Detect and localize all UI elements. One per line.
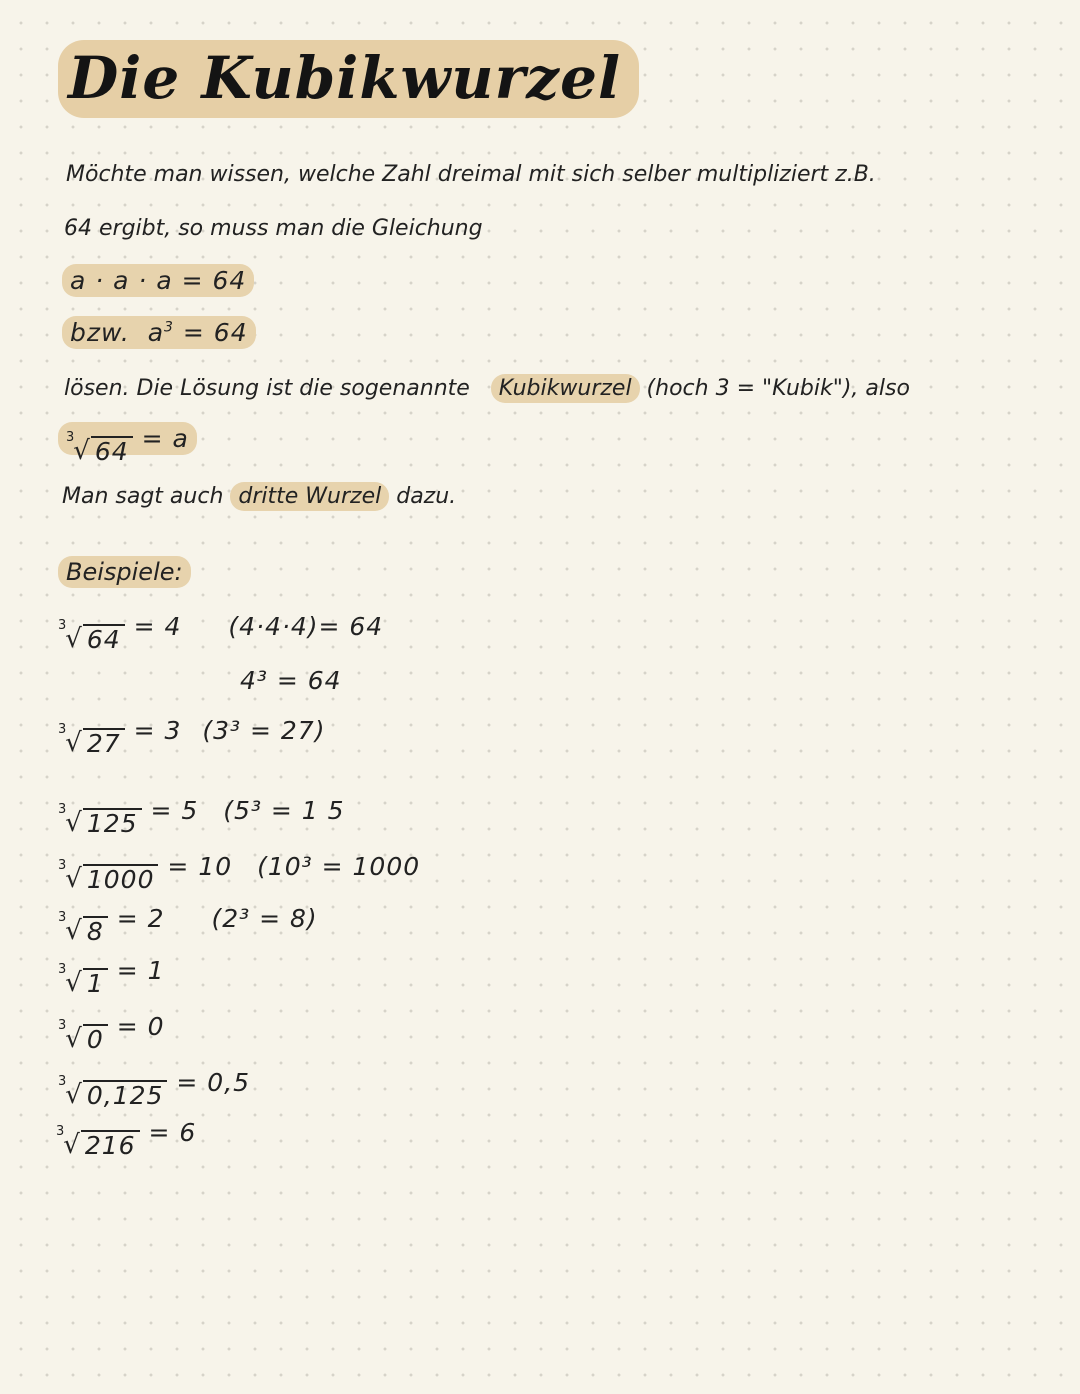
radical-icon: √ <box>63 1130 81 1160</box>
equation-2-rest: = 64 <box>173 318 248 347</box>
example-root-index: 3 <box>58 1074 68 1089</box>
root-radicand: 64 <box>91 436 133 466</box>
example-row <box>58 716 325 758</box>
example-radicand: 216 <box>81 1130 140 1160</box>
example-note: (10³ = 1000 <box>257 852 421 881</box>
example-radicand: 1 <box>83 968 108 998</box>
example-radicand: 0,125 <box>83 1080 168 1110</box>
example-radicand: 27 <box>83 728 125 758</box>
equation-2-exponent: 3 <box>164 319 174 336</box>
example-root-index: 3 <box>56 1124 66 1139</box>
example-note: (2³ = 8) <box>211 904 318 933</box>
example-result: = 5 <box>141 796 199 825</box>
kubikwurzel-highlight: Kubikwurzel <box>491 374 640 403</box>
intro-line-4-a: Man sagt auch <box>62 484 231 509</box>
equation-2 <box>62 318 256 347</box>
example-row <box>58 796 345 838</box>
example-result: = 0,5 <box>167 1068 251 1097</box>
example-root-index: 3 <box>58 802 68 817</box>
example-result: = 3 <box>124 716 182 745</box>
example-row <box>58 852 420 894</box>
example-row <box>58 612 383 654</box>
example-radicand: 64 <box>83 624 125 654</box>
example-extra: 4³ = 64 <box>240 666 342 695</box>
root-index: 3 <box>66 430 76 445</box>
equation-2-prefix: bzw. <box>70 318 130 347</box>
radical-icon: √ <box>65 916 83 946</box>
intro-line-2: 64 ergibt, so muss man die Gleichung <box>64 216 483 241</box>
intro-line-3-a: lösen. Die Lösung ist die sogenannte <box>64 376 470 401</box>
radical-icon: √ <box>65 624 83 654</box>
radical-icon: √ <box>65 968 83 998</box>
example-result: = 10 <box>158 852 233 881</box>
radical-icon: √ <box>65 1080 83 1110</box>
radical-icon: √ <box>65 728 83 758</box>
example-radicand: 1000 <box>83 864 159 894</box>
title-highlight: Die Kubikwurzel <box>58 40 639 118</box>
example-row <box>58 1068 250 1110</box>
example-row <box>56 1118 196 1160</box>
example-note: (3³ = 27) <box>202 716 326 745</box>
example-result: = 6 <box>139 1118 197 1147</box>
example-note: (5³ = 1 5 <box>223 796 345 825</box>
intro-line-3 <box>64 376 910 401</box>
equation-2-base: a <box>147 318 165 347</box>
example-root-index: 3 <box>58 858 68 873</box>
equation-2-highlight <box>62 316 256 349</box>
example-root-index: 3 <box>58 1018 68 1033</box>
dritte-wurzel-highlight: dritte Wurzel <box>230 482 389 511</box>
page-title <box>58 44 639 112</box>
example-radicand: 8 <box>83 916 108 946</box>
example-row <box>58 904 318 946</box>
root-definition <box>58 424 197 466</box>
intro-line-4 <box>62 484 456 509</box>
equation-1-text: a · a · a = 64 <box>62 264 254 297</box>
example-root-index: 3 <box>58 722 68 737</box>
example-note: (4·4·4)= 64 <box>228 612 384 641</box>
radical-icon: √ <box>73 436 91 466</box>
intro-line-3-b: (hoch 3 = "Kubik"), also <box>639 376 910 401</box>
examples-heading <box>58 558 191 586</box>
root-definition-highlight <box>58 422 197 466</box>
root-definition-rest: = a <box>132 424 189 453</box>
equation-1 <box>62 266 254 295</box>
intro-line-4-b: dazu. <box>389 484 457 509</box>
example-row <box>58 1012 165 1054</box>
examples-label: Beispiele: <box>58 556 191 588</box>
radical-icon: √ <box>65 864 83 894</box>
radical-icon: √ <box>65 1024 83 1054</box>
example-radicand: 125 <box>83 808 142 838</box>
example-root-index: 3 <box>58 618 68 633</box>
example-result: = 4 <box>124 612 182 641</box>
example-row <box>58 956 165 998</box>
example-result: = 0 <box>107 1012 165 1041</box>
example-result: = 2 <box>107 904 165 933</box>
example-root-index: 3 <box>58 962 68 977</box>
intro-line-1: Möchte man wissen, welche Zahl dreimal mit sich selber multipliziert z.B. <box>66 162 876 187</box>
example-result: = 1 <box>107 956 165 985</box>
radical-icon: √ <box>65 808 83 838</box>
example-radicand: 0 <box>83 1024 108 1054</box>
example-root-index: 3 <box>58 910 68 925</box>
